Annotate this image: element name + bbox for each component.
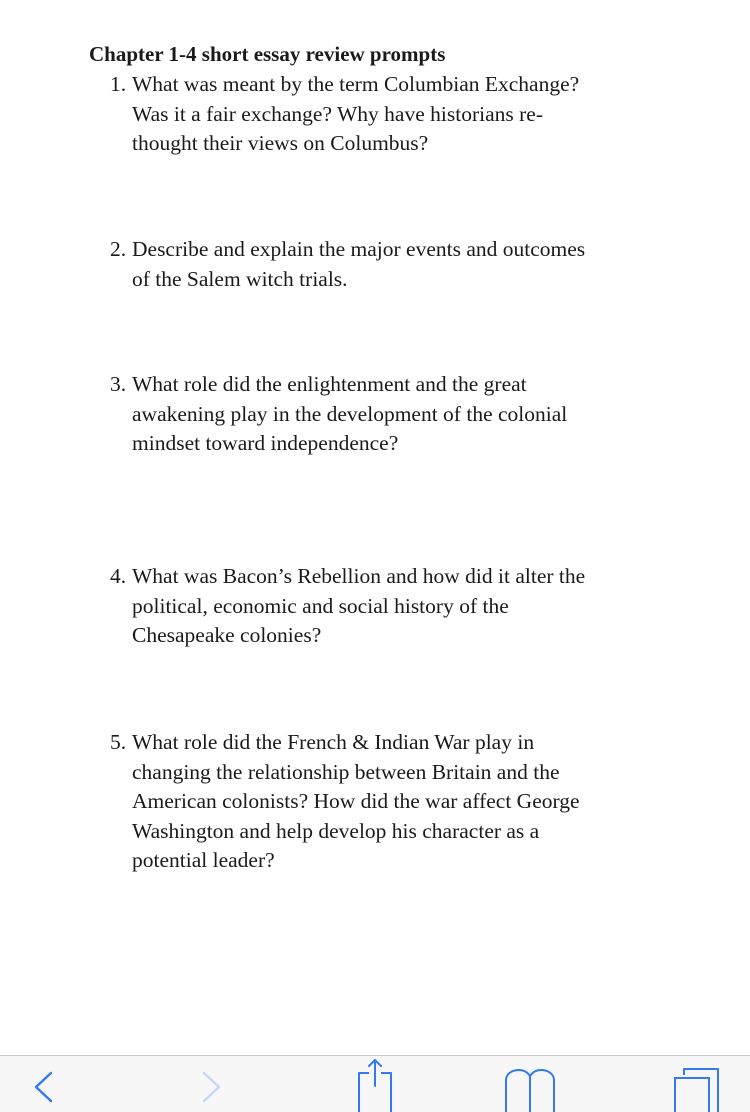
prompt-number: 2. — [110, 237, 127, 261]
prompt-item — [110, 235, 670, 294]
prompt-text: What role did the French & Indian War play in changing the relationship between Britain and the American colonists? How did the war affect George Washington and help develop his character as a potential leader? — [132, 730, 580, 872]
prompt-item — [110, 70, 670, 159]
back-icon — [15, 1056, 75, 1112]
bookmarks-button[interactable] — [500, 1056, 560, 1112]
page-title: Chapter 1-4 short essay review prompts — [89, 42, 446, 66]
browser-toolbar — [0, 1055, 750, 1112]
prompt-text: Describe and explain the major events and outcomes of the Salem witch trials. — [132, 237, 586, 291]
back-button[interactable] — [15, 1056, 75, 1112]
prompt-text: What was meant by the term Columbian Exchange? Was it a fair exchange? Why have historians re- thought their views on Columbus? — [132, 72, 580, 155]
share-button[interactable] — [345, 1056, 405, 1112]
forward-button[interactable] — [180, 1056, 240, 1112]
prompt-text: What was Bacon’s Rebellion and how did it alter the political, economic and social history of the Chesapeake colonies? — [132, 564, 586, 647]
prompt-item — [110, 728, 670, 876]
bookmarks-icon — [500, 1056, 560, 1112]
prompt-number: 4. — [110, 564, 127, 588]
prompt-number: 1. — [110, 72, 127, 96]
forward-icon — [180, 1056, 240, 1112]
prompt-number: 3. — [110, 372, 127, 396]
share-icon — [345, 1056, 405, 1112]
tabs-icon — [665, 1056, 725, 1112]
prompt-item — [110, 562, 670, 651]
tabs-button[interactable] — [665, 1056, 725, 1112]
prompt-text: What role did the enlightenment and the great awakening play in the development of the colonial mindset toward independence? — [132, 372, 568, 455]
prompt-number: 5. — [110, 730, 127, 754]
prompt-item — [110, 370, 670, 459]
